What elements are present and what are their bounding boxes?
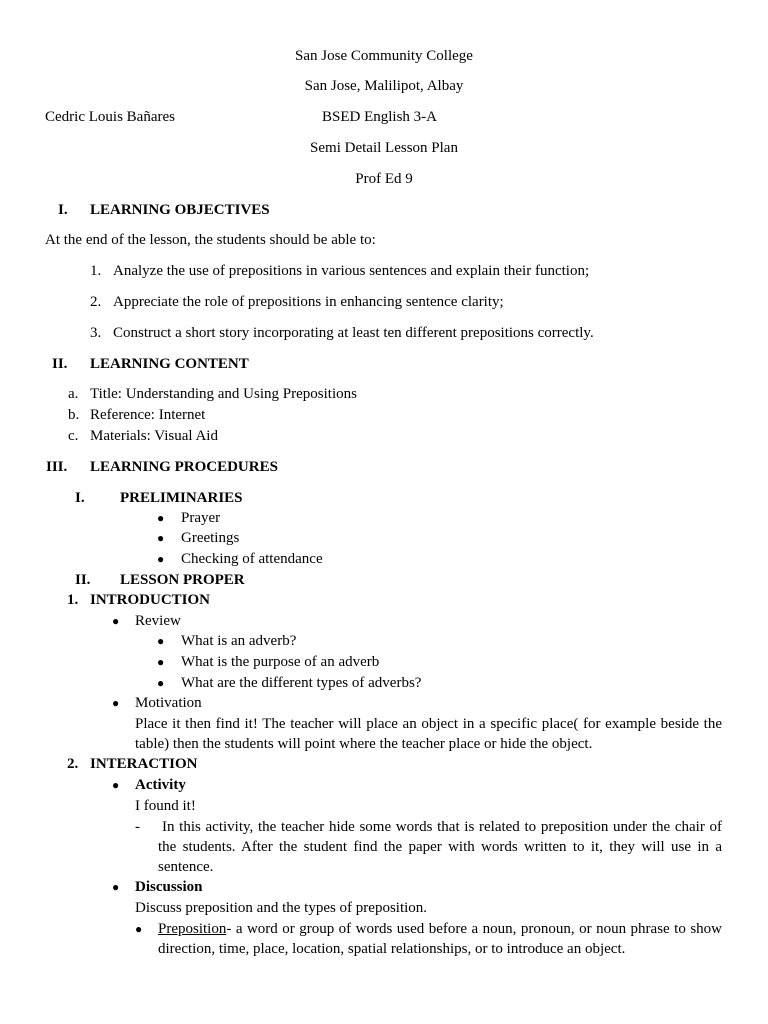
objective-number: 3. bbox=[90, 325, 102, 341]
discussion-label: Discussion bbox=[135, 879, 203, 895]
bullet-icon: ● bbox=[157, 511, 165, 525]
review-question: What is the purpose of an adverb bbox=[181, 654, 380, 670]
content-item: Materials: Visual Aid bbox=[90, 428, 218, 444]
motivation-text: Place it then find it! The teacher will place an object in a specific place( for example beside the table) then the students will point where the teacher place or hide the object. bbox=[135, 716, 722, 752]
objectives-number: I. bbox=[58, 202, 68, 218]
objectives-intro: At the end of the lesson, the students should be able to: bbox=[45, 232, 376, 248]
bullet-icon: ● bbox=[157, 531, 165, 545]
bullet-icon: ● bbox=[157, 552, 165, 566]
preliminaries-heading: PRELIMINARIES bbox=[120, 490, 243, 506]
school-address: San Jose, Malilipot, Albay bbox=[304, 78, 464, 94]
preliminaries-item: Greetings bbox=[181, 530, 240, 546]
lesson-proper-heading: LESSON PROPER bbox=[120, 572, 245, 588]
author-name: Cedric Louis Bañares bbox=[45, 109, 175, 125]
activity-description: In this activity, the teacher hide some words that is related to preposition under the chair of the students. After the student find the paper with words written to it, they will use in a sentence. bbox=[158, 819, 722, 875]
dash-marker: - bbox=[135, 819, 140, 835]
preliminaries-item: Checking of attendance bbox=[181, 551, 323, 567]
preposition-definition bbox=[158, 919, 722, 959]
plan-type: Semi Detail Lesson Plan bbox=[310, 140, 458, 156]
review-label: Review bbox=[135, 613, 181, 629]
interaction-heading: INTERACTION bbox=[90, 756, 198, 772]
objective-text: Construct a short story incorporating at least ten different prepositions correctly. bbox=[113, 325, 594, 341]
activity-name: I found it! bbox=[135, 798, 196, 814]
bullet-icon: ● bbox=[112, 778, 120, 792]
bullet-icon: ● bbox=[112, 614, 120, 628]
content-letter: a. bbox=[68, 386, 79, 402]
introduction-heading: INTRODUCTION bbox=[90, 592, 211, 608]
objective-number: 1. bbox=[90, 263, 102, 279]
review-question: What are the different types of adverbs? bbox=[181, 675, 422, 691]
content-item: Reference: Internet bbox=[90, 407, 206, 423]
interaction-number: 2. bbox=[67, 756, 79, 772]
motivation-label: Motivation bbox=[135, 695, 202, 711]
course-section: BSED English 3-A bbox=[322, 109, 438, 125]
bullet-icon: ● bbox=[112, 880, 120, 894]
review-question: What is an adverb? bbox=[181, 633, 297, 649]
bullet-icon: ● bbox=[112, 696, 120, 710]
objectives-heading: LEARNING OBJECTIVES bbox=[90, 202, 270, 218]
procedures-number: III. bbox=[46, 459, 68, 475]
objective-text: Appreciate the role of prepositions in enhancing sentence clarity; bbox=[113, 294, 504, 310]
content-number: II. bbox=[52, 356, 68, 372]
objective-text: Analyze the use of prepositions in various sentences and explain their function; bbox=[113, 263, 590, 279]
bullet-icon: ● bbox=[157, 655, 165, 669]
lesson-proper-number: II. bbox=[75, 572, 91, 588]
preposition-term: Preposition bbox=[158, 921, 227, 937]
objective-number: 2. bbox=[90, 294, 102, 310]
activity-label: Activity bbox=[135, 777, 186, 793]
preposition-definition-text: - a word or group of words used before a noun, pronoun, or noun phrase to show direction, time, place, location, spatial relationships, or to introduce an object. bbox=[158, 921, 722, 957]
discussion-text: Discuss preposition and the types of preposition. bbox=[135, 900, 428, 916]
introduction-number: 1. bbox=[67, 592, 79, 608]
content-letter: b. bbox=[68, 407, 80, 423]
school-name: San Jose Community College bbox=[295, 48, 473, 64]
content-heading: LEARNING CONTENT bbox=[90, 356, 249, 372]
bullet-icon: ● bbox=[135, 922, 143, 936]
preliminaries-number: I. bbox=[75, 490, 85, 506]
bullet-icon: ● bbox=[157, 676, 165, 690]
preliminaries-item: Prayer bbox=[181, 510, 221, 526]
procedures-heading: LEARNING PROCEDURES bbox=[90, 459, 278, 475]
content-item: Title: Understanding and Using Prepositions bbox=[90, 386, 357, 402]
bullet-icon: ● bbox=[157, 634, 165, 648]
content-letter: c. bbox=[68, 428, 79, 444]
subject-code: Prof Ed 9 bbox=[355, 171, 413, 187]
